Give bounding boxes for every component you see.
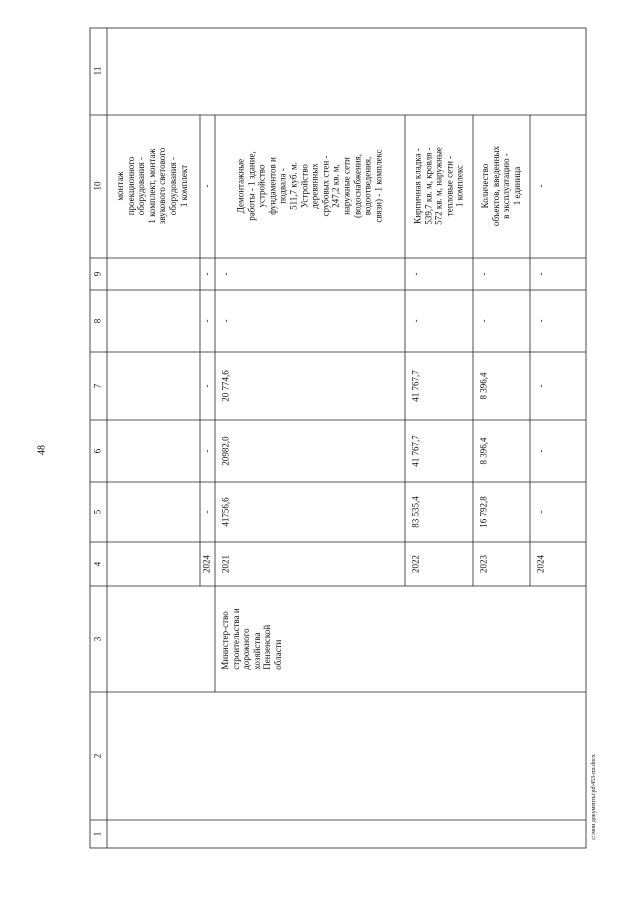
cell-r5-col10: - — [535, 184, 546, 188]
cell-r5-col8: - — [535, 319, 546, 323]
col-header-3: 3 — [92, 636, 103, 642]
col-header-5: 5 — [92, 509, 103, 515]
col-header-2: 2 — [92, 753, 103, 759]
cell-r1-year: 2024 — [201, 555, 212, 573]
col-header-4: 4 — [92, 561, 103, 567]
cell-r2-col10: Демонтажные работы - 1 здание, устройство фундаментов и подвала - 511,7 куб. м. Устройство деревянных срубовых стен - 247,2 кв. м, наружные сети (водоснабжения, водоотведения, связи) - 1 комплекс — [235, 149, 384, 223]
cell-r2-col9: - — [220, 272, 231, 276]
cell-r3-year: 2022 — [410, 555, 421, 573]
cell-r1-col5: - — [201, 510, 212, 514]
col-header-8: 8 — [92, 318, 103, 324]
cell-r4-col9: - — [478, 272, 489, 276]
col-header-1: 1 — [92, 831, 103, 837]
cell-r5-col5: - — [535, 510, 546, 514]
cell-r2-col5: 41756,6 — [220, 497, 231, 527]
cell-r4-col7: 8 396,4 — [478, 372, 489, 400]
cell-r4-col6: 8 396,4 — [478, 437, 489, 465]
cell-r4-col5: 16 792,8 — [478, 496, 489, 528]
cell-r3-col7: 41 767,7 — [410, 370, 421, 402]
cell-r4-col8: - — [478, 319, 489, 323]
cell-r1-col7: - — [201, 384, 212, 388]
cell-r1-col9: - — [201, 272, 212, 276]
cell-r2-col8: - — [220, 319, 231, 323]
cell-r5-year: 2024 — [535, 555, 546, 573]
col-header-7: 7 — [92, 383, 103, 389]
cell-r3-col9: - — [410, 272, 421, 276]
col-header-6: 6 — [92, 448, 103, 454]
cell-r5-col6: - — [535, 449, 546, 453]
page-number: 48 — [36, 445, 48, 455]
cell-r4-col10: Количество объектов, введенных в эксплуатацию - 1 единица — [479, 146, 522, 226]
cell-r1-col10: - — [201, 184, 212, 188]
cell-r5-col9: - — [535, 272, 546, 276]
cell-r3-col10: Кирпичная кладка - 539,7 кв. м, кровля - 572 кв. м, наружные тепловые сети - 1 комплекс — [412, 147, 465, 225]
cell-r3-col8: - — [410, 319, 421, 323]
cell-r3-col6: 41 767,7 — [410, 435, 421, 467]
col-header-9: 9 — [92, 271, 103, 277]
cell-r2-col7: 20 774,6 — [220, 370, 231, 402]
col-header-10: 10 — [92, 181, 103, 191]
cell-r0-col10: монтаж проекционного оборудования - 1 комплект, монтаж звукового светового оборудования - 1 комплект — [114, 147, 189, 225]
cell-r3-col5: 83 535,4 — [410, 496, 421, 528]
footer-file-path: c:\мои документы\pd\453-пп.docx — [591, 754, 597, 840]
cell-r1-col6: - — [201, 449, 212, 453]
col-header-11: 11 — [92, 66, 103, 76]
cell-r4-year: 2023 — [478, 555, 489, 573]
cell-r2-year: 2021 — [220, 555, 231, 573]
cell-ministry: Министер-ство строительства и дорожного хозяйства Пензенской области — [220, 608, 284, 670]
cell-r5-col7: - — [535, 384, 546, 388]
cell-r1-col8: - — [201, 319, 212, 323]
cell-r2-col6: 20982,0 — [220, 436, 231, 466]
